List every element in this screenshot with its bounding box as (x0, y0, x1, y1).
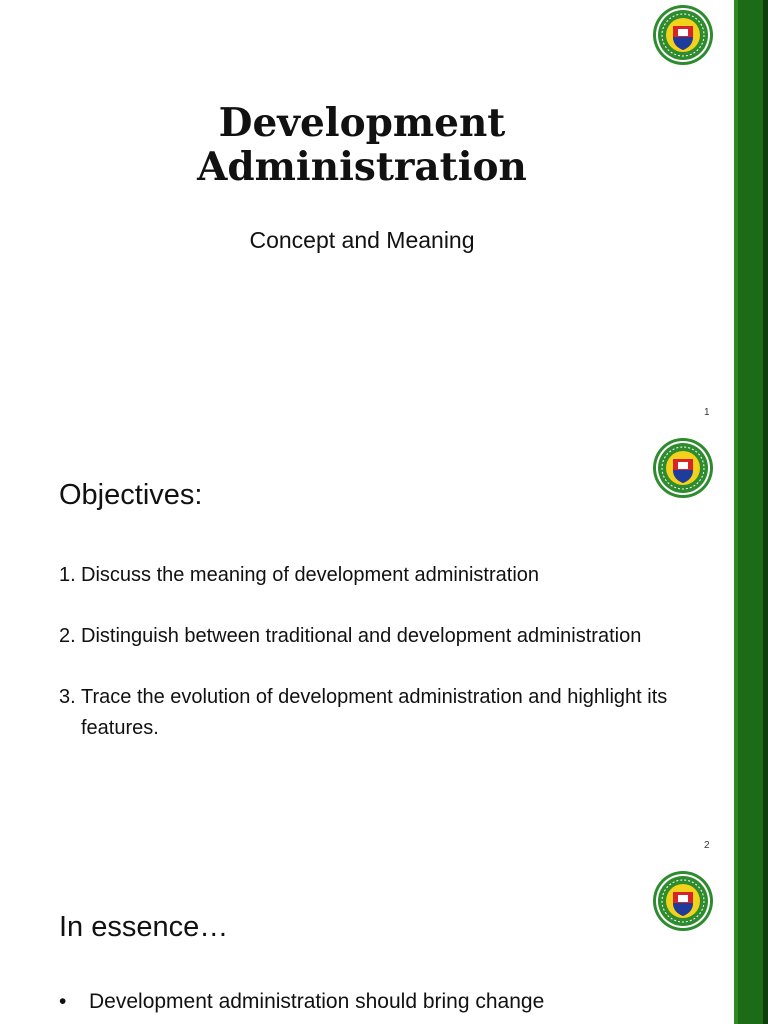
list-item (59, 986, 679, 1018)
slide-title-line-1: Development (218, 100, 506, 146)
slide-subtitle: Concept and Meaning (249, 227, 475, 253)
list-item-text: Discuss the meaning of development administration (81, 564, 540, 586)
slide-heading: Objectives: (59, 479, 203, 511)
slide-number: 2 (704, 840, 710, 851)
bullet-icon: • (59, 990, 67, 1013)
list-item-text: Distinguish between traditional and development administration (81, 625, 642, 647)
list-item-number: 1. (59, 564, 76, 586)
bullet-list (59, 986, 679, 1018)
slide-number: 1 (704, 407, 710, 418)
list-item-text: Development administration should bring change (89, 990, 545, 1013)
slide-side-bar (734, 0, 768, 1024)
college-seal-icon (652, 870, 714, 932)
slide-heading: In essence… (59, 911, 229, 943)
list-item-text: Trace the evolution of development administration and highlight its features. (81, 686, 668, 739)
list-item-number: 2. (59, 625, 76, 647)
list-item-number: 3. (59, 686, 76, 708)
slide-title-line-2: Administration (197, 144, 527, 190)
